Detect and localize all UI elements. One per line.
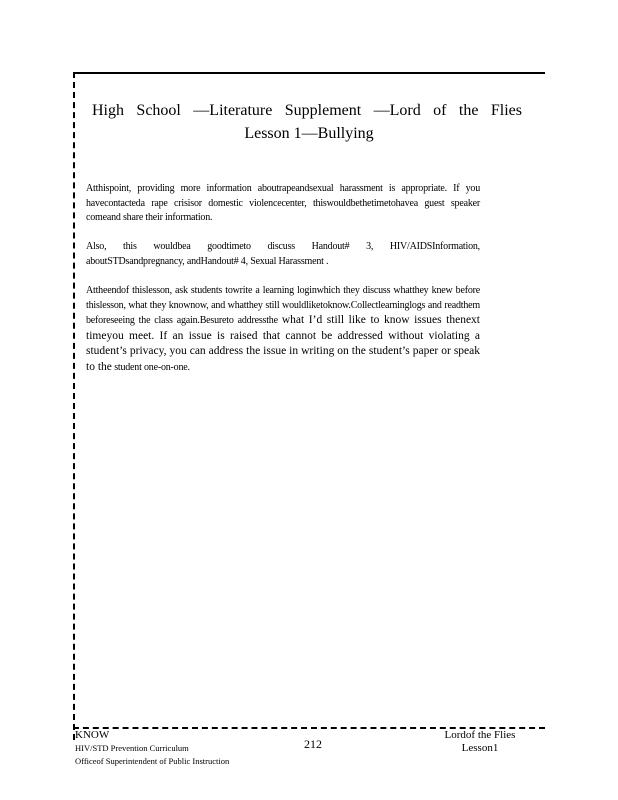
- footer-curriculum: HIV/STD Prevention Curriculum: [75, 743, 189, 753]
- lesson-subtitle-text: Lesson 1—Bullying: [244, 125, 374, 142]
- paragraph-3-part-2: what I’d still like to know issues thenext timeyou meet. If an issue is raised that cannot be addressed without violating a student’s privacy, you can address the issue in writing on the student’s paper or speak to the: [86, 314, 480, 373]
- footer-know: KNOW: [75, 729, 110, 741]
- paragraph-1: Atthispoint, providing more information aboutrapeandsexual harassment is appropriate. If you havecontacteda rape crisisor domestic violencecenter, thiswouldbethetimetohavea guest speaker comeand share their information.: [86, 183, 480, 223]
- page-number: 212: [304, 737, 322, 751]
- footer-book-title: Lordof the Flies: [444, 729, 516, 741]
- document-title: High School —Literature Supplement —Lord of the Flies: [92, 102, 522, 119]
- footer-right: [440, 729, 520, 755]
- top-rule: [73, 72, 545, 74]
- footer-office: Officeof Superintendent of Public Instruction: [75, 756, 230, 766]
- left-margin-rule: [73, 72, 75, 740]
- paragraph-2: Also, this wouldbea goodtimeto discuss Handout# 3, HIV/AIDSInformation, aboutSTDsandpregnancy, andHandout# 4, Sexual Harassment .: [86, 241, 480, 267]
- lesson-subtitle: [0, 123, 618, 144]
- footer-lesson: Lesson1: [461, 742, 499, 754]
- paragraph-3-part-1: Attheendof thislesson, ask students towrite a learning loginwhich they discuss whatthey knew before thislesson, what they knownow, and whatthey still wouldliketoknow.Collectlearninglogs and readthem beforeseeing the class again.Besureto addressthe: [86, 285, 480, 326]
- paragraph-3: [86, 284, 480, 375]
- footer-left: [75, 729, 229, 768]
- paragraph-3-part-3: student one-on-one.: [114, 361, 190, 373]
